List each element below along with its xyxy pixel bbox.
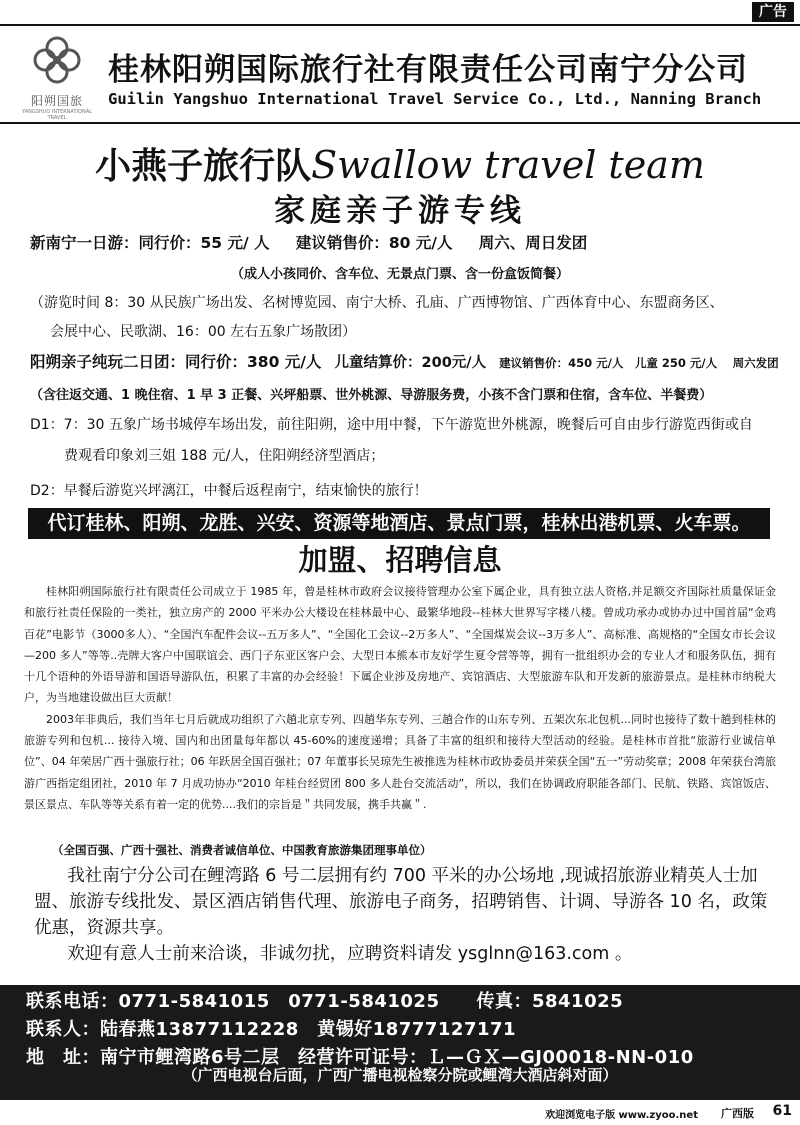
oneday-route-2: 会展中心、民歌湖、16：00 左右五象广场散团）: [50, 324, 357, 340]
branch-contact-email: 欢迎有意人士前来洽谈，非诚勿扰，应聘资料请发 ysglnn@163.com 。: [67, 944, 633, 964]
family-line-title: 家庭亲子游专线: [274, 193, 526, 229]
footer-edition: 广西版: [721, 1107, 754, 1120]
team-title-en: Swallow travel team: [311, 143, 705, 187]
company-logo: [14, 34, 100, 120]
ad-tag: 广告: [752, 2, 794, 22]
flower-logo-icon: [31, 34, 83, 86]
logo-subtext: YANGSHUO INTERNATIONAL TRAVEL: [22, 109, 92, 121]
header-rule: [0, 122, 800, 124]
twoday-price: 阳朔亲子纯玩二日团：同行价：380 元/人: [30, 353, 322, 371]
contact-person: 联系人：陆春燕13877112228 黄锡好18777127171: [26, 1019, 517, 1040]
twoday-day1-b: 费观看印象刘三姐 188 元/人，住阳朔经济型酒店；: [64, 448, 385, 464]
footer-website: 欢迎浏览电子版 www.zyoo.net: [545, 1110, 698, 1121]
team-title: [0, 138, 800, 189]
oneday-title: 新南宁一日游：同行价：55 元/ 人 建议销售价：80 元/人 周六、周日发团: [30, 234, 588, 252]
page-footer: [0, 1102, 800, 1125]
company-history: [24, 581, 776, 815]
oneday-route-1: （游览时间 8：30 从民族广场出发、名树博览园、南宁大桥、孔庙、广西博物馆、广西体育中心、东盟商务区、: [30, 295, 724, 311]
twoday-title: [30, 350, 779, 372]
contact-phone: 联系电话：0771-5841015 0771-5841025 传真：5841025: [26, 991, 624, 1012]
twoday-day2: D2：早餐后游览兴坪漓江，中餐后返程南宁，结束愉快的旅行！: [30, 483, 428, 499]
contact-footer: [0, 985, 800, 1100]
logo-text: 阳朔国旅: [30, 94, 83, 108]
booking-banner: 代订桂林、阳朔、龙胜、兴安、资源等地酒店、景点门票，桂林出港机票、火车票。: [28, 508, 770, 539]
contact-address: 地 址：南宁市鲤湾路6号二层 经营许可证号：Ｌ—ＧＸ—GJ00018-NN-010: [26, 1047, 694, 1068]
history-paragraph-2: 2003年非典后，我们当年七月后就成功组织了六趟北京专列、四趟华东专列、三趟合作的山东专列、五架次东北包机...同时也接待了数十趟到桂林的旅游专列和包机... 接待入境、国内和出团量每年都以 45-60%的速度递增；具备了丰富的组织和接待大型活动的经验。是桂林市首批“旅游行业诚信单位”、04 年荣居广西十强旅行社；06 年跃居全国百强社；07 年董事长吴琼先生被推选为桂林市政协委员并荣获全国“五一”劳动奖章；2008 年荣获台湾旅游广西指定组团社，2010 年 7 月成功协办“2010 年桂台经贸团 800 多人赴台交流活动”，所以，我们在协调政府职能各部门、民航、铁路、宾馆饭店、景区景点、车队等等关系有着一定的优势....我们的宗旨是＂共同发展，携手共赢＂.: [24, 712, 776, 811]
top-rule: [0, 24, 800, 26]
recruit-title: 加盟、招聘信息: [298, 543, 502, 577]
team-title-cn: 小燕子旅行队: [95, 146, 312, 187]
twoday-child-price: 儿童结算价：200元/人: [334, 355, 487, 371]
address-note: （广西电视台后面，广西广播电视检察分院或鲤湾大酒店斜对面）: [182, 1066, 618, 1084]
company-name-en: Guilin Yangshuo International Travel Service Co., Ltd., Nanning Branch: [108, 90, 762, 108]
branch-recruit: [34, 863, 774, 967]
twoday-includes: （含往返交通、1 晚住宿、1 早 3 正餐、兴坪船票、世外桃源、导游服务费，小孩不含门票和住宿，含车位、半餐费）: [30, 388, 713, 403]
oneday-note: （成人小孩同价、含车位、无景点门票、含一份盒饭简餐）: [230, 267, 569, 282]
history-paragraph-1: 桂林阳朔国际旅行社有限责任公司成立于 1985 年，曾是桂林市政府会议接待管理办公室下属企业，具有独立法人资格,并足额交齐国际社质量保证金和旅行社责任保险的一类社，独立房产的 2000 平米办公大楼设在桂林最中心、最繁华地段--桂林大世界写字楼八楼。曾成功承办或协办过中国首届“金鸡百花”电影节（3000多人）、“全国汽车配件会议--五万多人”、“全国化工会议--2万多人”、“全国煤炭会议--3万多人”、高标准、高规格的“全国女市长会议—200 多人”等等..壳牌大客户中国联谊会、西门子东亚区客户会、大型日本熊本市友好学生夏令营等等，拥有一批组织办会的专业人才和服务队伍，拥有十几个语种的外语导游和国语导游队伍，积累了丰富的办会经验！下属企业涉及房地产、宾馆酒店、大型旅游车队和开发新的旅游景点。是桂林市纳税大户，为当地建设做出巨大贡献！: [24, 585, 776, 705]
company-name-cn: 桂林阳朔国际旅行社有限责任公司南宁分公司: [108, 52, 748, 88]
honors-line: （全国百强、广西十强社、消费者诚信单位、中国教育旅游集团理事单位）: [52, 843, 432, 857]
page-number: 61: [772, 1103, 792, 1119]
twoday-day1-a: D1：7：30 五象广场书城停车场出发，前往阳朔，途中用中餐，下午游览世外桃源，晚餐后可自由步行游览西街或自: [30, 417, 753, 433]
branch-paragraph: 我社南宁分公司在鲤湾路 6 号二层拥有约 700 平米的办公场地 ,现诚招旅游业精英人士加盟、旅游专线批发、景区酒店销售代理、旅游电子商务，招聘销售、计调、导游各 10 名，政策优惠，资源共享。: [34, 866, 768, 938]
twoday-suggested-price: 建议销售价：450 元/人 儿童 250 元/人 周六发团: [499, 356, 779, 370]
